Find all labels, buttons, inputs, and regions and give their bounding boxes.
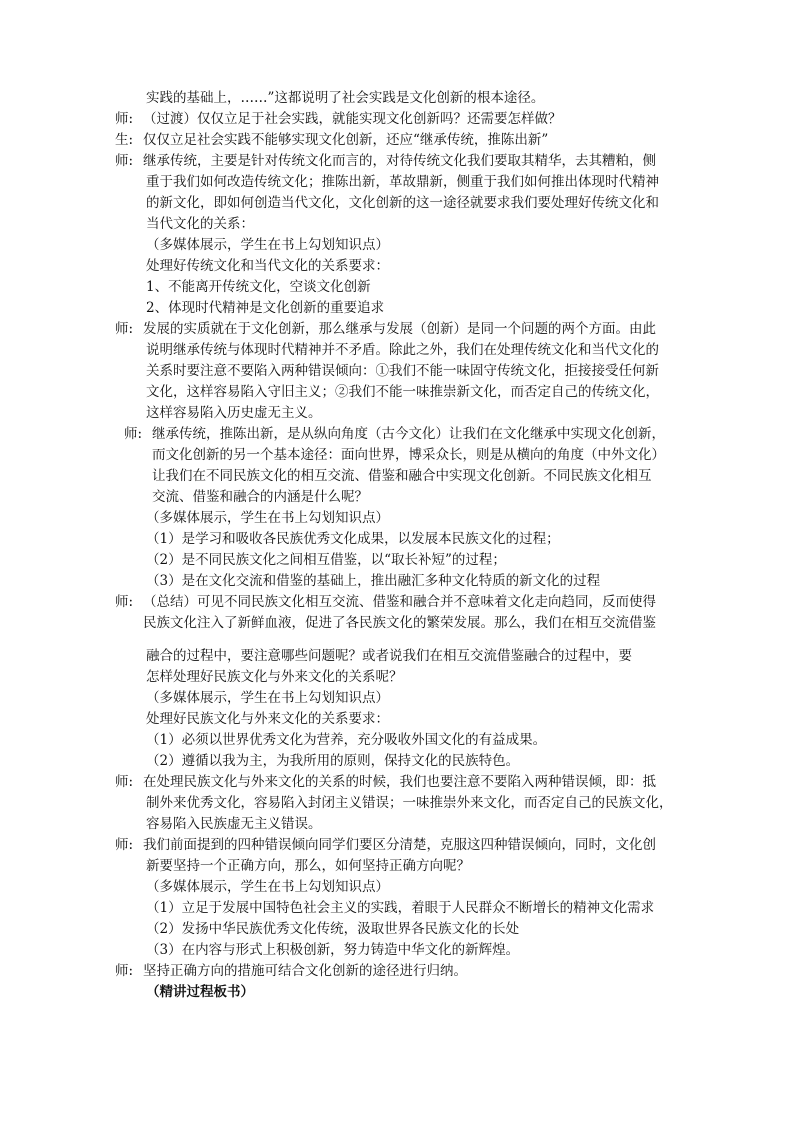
text-line: 这样容易陷入历史虚无主义。 bbox=[146, 405, 322, 421]
text-line: （1）必须以世界优秀文化为营养，充分吸收外国文化的有益成果。 bbox=[146, 732, 547, 748]
speaker-label: 师: bbox=[115, 594, 134, 610]
text-line: （多媒体展示，学生在书上勾划知识点） bbox=[146, 237, 389, 253]
text-line: （1）立足于发展中国特色社会主义的实践，着眼于人民群众不断增长的精神文化需求 bbox=[146, 900, 655, 916]
text-line: 说明继承传统与体现时代精神并不矛盾。除此之外，我们在处理传统文化和当代文化的 bbox=[146, 342, 659, 358]
text-line: 民族文化注入了新鲜血液，促进了各民族文化的繁荣发展。那么，我们在相互交流借鉴 bbox=[143, 615, 656, 631]
text-line: 文化，这样容易陷入守旧主义；②我们不能一味推崇新文化，而否定自己的传统文化， bbox=[146, 384, 659, 400]
text-line: 我们前面提到的四种错误倾向同学们要区分清楚，克服这四种错误倾向，同时，文化创 bbox=[143, 837, 656, 853]
text-line: （2）发扬中华民族优秀文化传统，汲取世界各民族文化的长处 bbox=[146, 921, 520, 937]
text-line: 制外来优秀文化，容易陷入封闭主义错误；一味推崇外来文化，而否定自己的民族文化， bbox=[146, 795, 673, 811]
text-line: 坚持正确方向的措施可结合文化创新的途径进行归纳。 bbox=[143, 963, 467, 979]
speaker-label: 师: bbox=[124, 426, 143, 442]
text-line: 怎样处理好民族文化与外来文化的关系呢？ bbox=[146, 669, 403, 685]
text-line: 实践的基础上，……”这都说明了社会实践是文化创新的根本途径。 bbox=[146, 90, 545, 106]
text-line: 当代文化的关系： bbox=[146, 216, 254, 232]
text-line: 2、体现时代精神是文化创新的重要追求 bbox=[146, 300, 385, 316]
text-line: 发展的实质就在于文化创新，那么继承与发展（创新）是同一个问题的两个方面。由此 bbox=[143, 321, 656, 337]
text-line: （2）遵循以我为主，为我所用的原则，保持文化的民族特色。 bbox=[146, 753, 520, 769]
text-line: （多媒体展示，学生在书上勾划知识点） bbox=[146, 690, 389, 706]
text-line: 让我们在不同民族文化的相互交流、借鉴和融合中实现文化创新。不同民族文化相互 bbox=[152, 468, 652, 484]
text-line: 交流、借鉴和融合的内涵是什么呢？ bbox=[152, 489, 368, 505]
text-line: （1）是学习和吸收各民族优秀文化成果，以发展本民族文化的过程； bbox=[146, 531, 560, 547]
text-line: （总结）可见不同民族文化相互交流、借鉴和融合并不意味着文化走向趋同，反而使得 bbox=[143, 594, 656, 610]
text-line: 1、不能离开传统文化，空谈文化创新 bbox=[146, 279, 371, 295]
speaker-label: 师: bbox=[115, 963, 134, 979]
text-line: 重于我们如何改造传统文化；推陈出新，革故鼎新，侧重于我们如何推出体现时代精神 bbox=[146, 174, 659, 190]
text-line: （3）在内容与形式上积极创新，努力铸造中华文化的新辉煌。 bbox=[146, 942, 520, 958]
text-line: 继承传统，主要是针对传统文化而言的，对待传统文化我们要取其精华，去其糟粕，侧 bbox=[143, 153, 656, 169]
text-line: （2）是不同民族文化之间相互借鉴，以“取长补短”的过程； bbox=[146, 552, 506, 568]
speaker-label: 师: bbox=[115, 774, 134, 790]
text-line: （多媒体展示，学生在书上勾划知识点） bbox=[146, 510, 389, 526]
text-line: 的新文化，即如何创造当代文化，文化创新的这一途径就要求我们要处理好传统文化和 bbox=[146, 195, 659, 211]
text-line: 处理好传统文化和当代文化的关系要求： bbox=[146, 258, 389, 274]
text-line: （3）是在文化交流和借鉴的基础上，推出融汇多种文化特质的新文化的过程 bbox=[146, 573, 601, 589]
text-line: 新要坚持一个正确方向，那么，如何坚持正确方向呢？ bbox=[146, 858, 470, 874]
text-line: 处理好民族文化与外来文化的关系要求： bbox=[146, 711, 389, 727]
speaker-label: 师: bbox=[115, 111, 134, 127]
text-line: 继承传统，推陈出新，是从纵向角度（古今文化）让我们在文化继承中实现文化创新， bbox=[152, 426, 665, 442]
text-line: （精讲过程板书） bbox=[146, 984, 254, 1000]
text-line: （多媒体展示，学生在书上勾划知识点） bbox=[146, 879, 389, 895]
text-line: 融合的过程中，要注意哪些问题呢？或者说我们在相互交流借鉴融合的过程中，要 bbox=[146, 648, 632, 664]
speaker-label: 师: bbox=[115, 837, 134, 853]
speaker-label: 生: bbox=[115, 132, 134, 148]
text-line: 容易陷入民族虚无主义错误。 bbox=[146, 816, 322, 832]
text-line: 仅仅立足社会实践不能够实现文化创新，还应“继承传统，推陈出新” bbox=[143, 132, 549, 148]
text-line: 关系时要注意不要陷入两种错误倾向：①我们不能一味固守传统文化，拒接接受任何新 bbox=[146, 363, 659, 379]
speaker-label: 师: bbox=[115, 153, 134, 169]
text-line: 而文化创新的另一个基本途径：面向世界，博采众长，则是从横向的角度（中外文化） bbox=[152, 447, 665, 463]
speaker-label: 师: bbox=[115, 321, 134, 337]
text-line: （过渡）仅仅立足于社会实践，就能实现文化创新吗？还需要怎样做？ bbox=[143, 111, 562, 127]
text-line: 在处理民族文化与外来文化的关系的时候，我们也要注意不要陷入两种错误倾，即：抵 bbox=[143, 774, 656, 790]
